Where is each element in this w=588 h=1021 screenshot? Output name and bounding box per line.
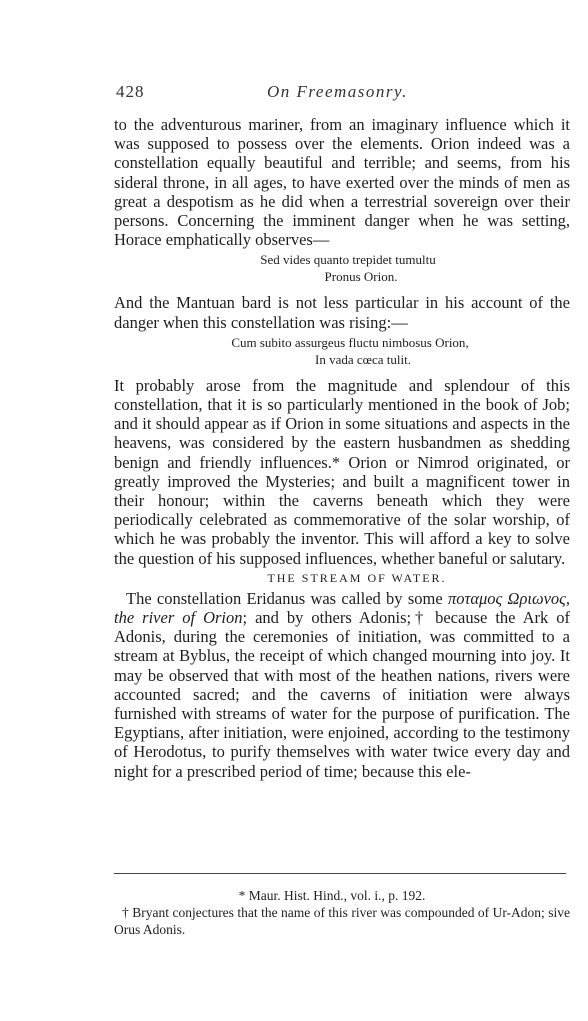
running-title: On Freemasonry. [267,82,408,101]
paragraph-4 [114,589,570,781]
paragraph-1: to the adventurous mariner, from an imaginary influence which it was supposed to possess over the elements. Orion indeed was a constellation equally beautiful and terrible; and seems, from his sideral throne, in all ages, to have exerted over the minds of men as great a despotism as he did when a terrestrial sovereign over their persons. Concerning the imminent danger when he was setting, Horace emphatically observes— [114,115,570,250]
virgil-quote [114,334,570,368]
paragraph-2: And the Mantuan bard is not less particular in his account of the danger when this constellation was rising:— [114,293,570,332]
footnote-1: * Maur. Hist. Hind., vol. i., p. 192. [238,888,426,903]
section-heading: THE STREAM OF WATER. [267,570,447,585]
footnote-rule [114,873,566,874]
footnote-2: † Bryant conjectures that the name of this river was compounded of Ur-Adon; sive Orus Adonis. [114,905,570,937]
paragraph-4-rest: ; and by others Adonis;† because the Ark of Adonis, during the ceremonies of initiation, was committed to a stream at Byblus, the receipt of which changed mourning into joy. It may be observed that with most of the heathen nations, rivers were accounted sacred; and the caverns of initiation were always furnished with streams of water for the purpose of purification. The Egyptians, after initiation, were enjoined, according to the testimony of Herodotus, to purify themselves with water twice every day and night for a prescribed period of time; because this ele- [114,608,570,781]
paragraph-4-start: The constellation Eridanus was called by some [126,588,448,608]
page-number: 428 [116,82,145,101]
page-header [112,82,570,106]
body-text [114,115,570,781]
virgil-quote-line-1: Cum subito assurgeus fluctu nimbosus Orion, [231,334,469,350]
paragraph-4-greek: ποταμος Ωριωνος, the river of Orion [114,588,571,628]
horace-quote [114,251,570,285]
paragraph-3: It probably arose from the magnitude and splendour of this constellation, that it is so particularly mentioned in the book of Job; and it should appear as if Orion in some situations and aspects in the heavens, was considered by the eastern husbandmen as shedding benign and friendly influences.* Orion or Nimrod originated, or greatly improved the Mysteries; and built a magnificent tower in their honour; within the caverns beneath which they were periodically celebrated as commemorative of the solar worship, of which he was probably the inventor. This will afford a key to solve the question of his supposed influences, whether baneful or salutary. [114,375,570,568]
virgil-quote-line-2: In vada cœca tulit. [314,351,411,367]
footnotes [114,887,570,938]
horace-quote-line-2: Pronus Orion. [324,269,398,285]
horace-quote-line-1: Sed vides quanto trepidet tumultu [260,252,436,268]
